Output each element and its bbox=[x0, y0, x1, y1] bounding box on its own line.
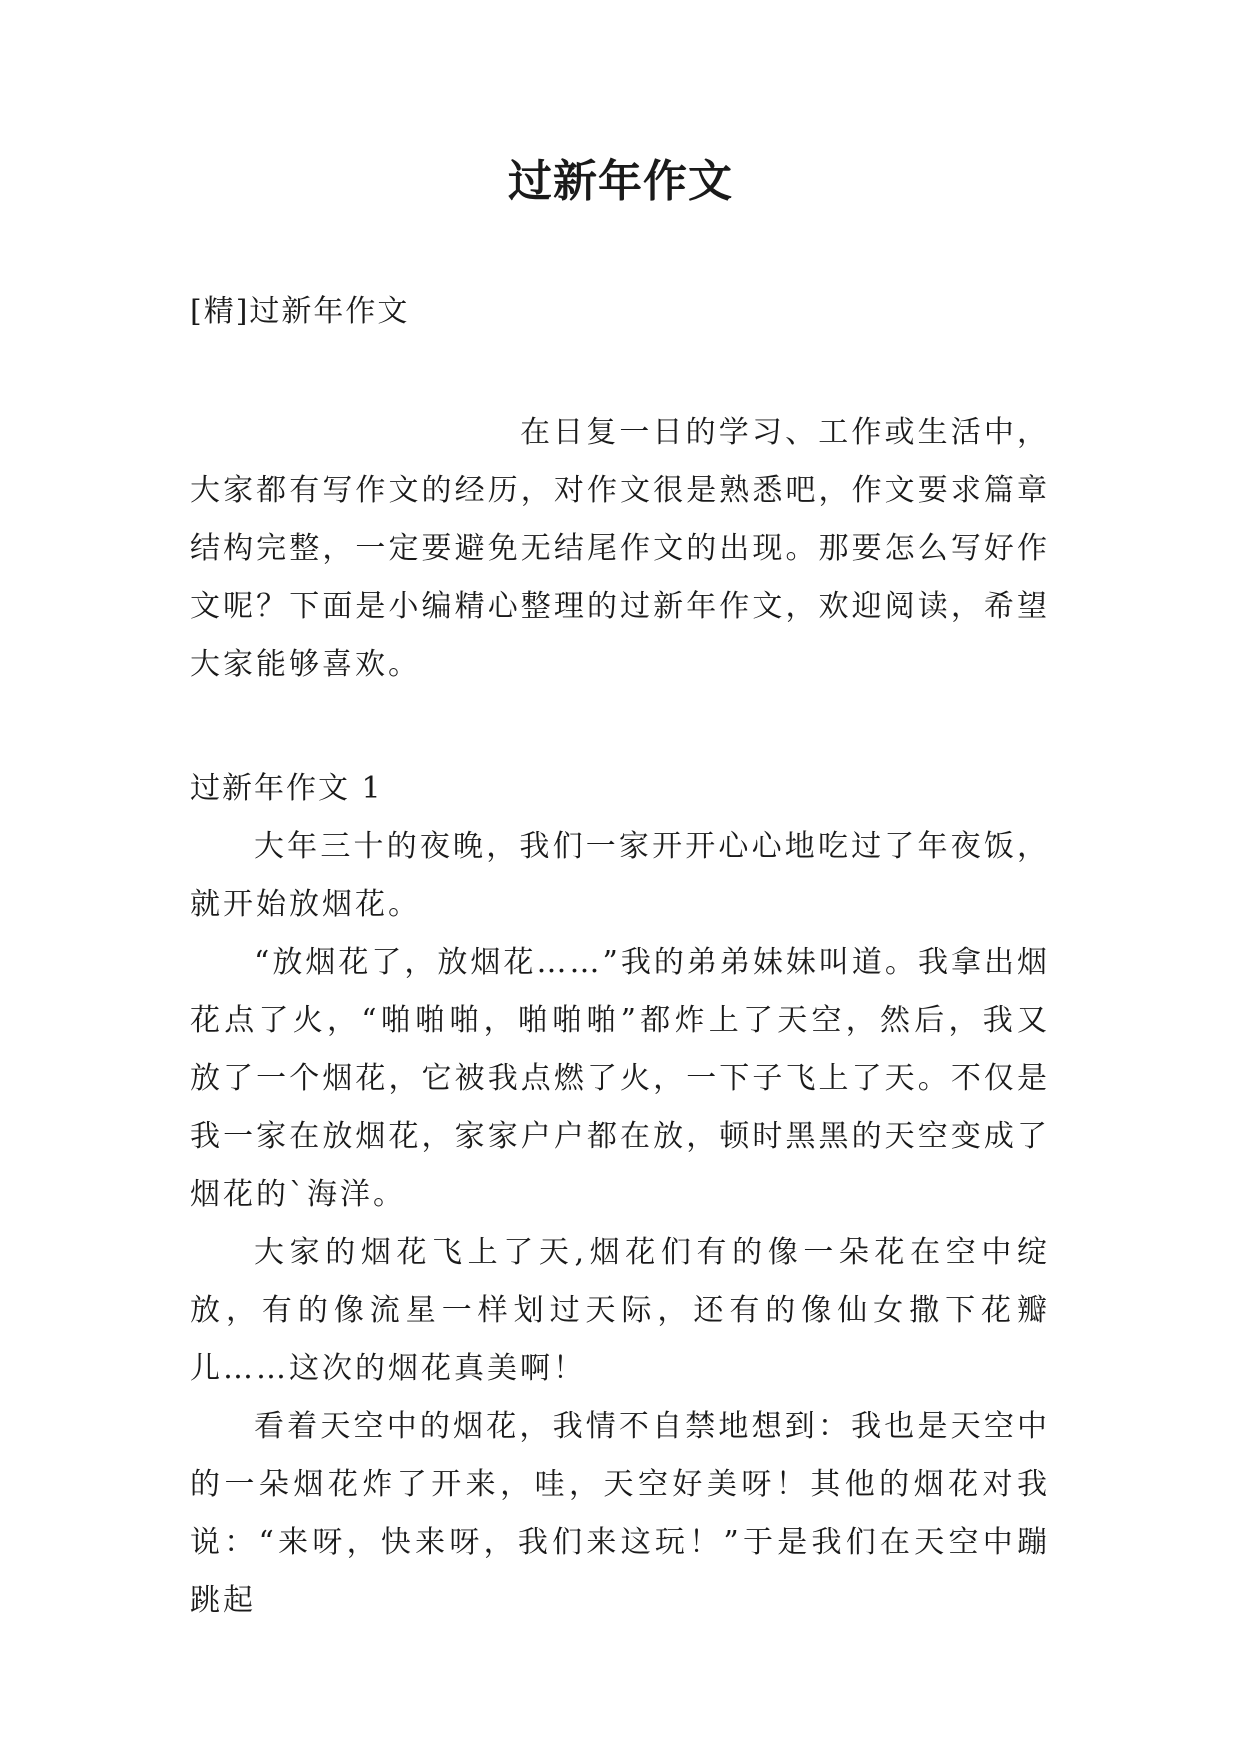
essay-paragraph-4: 看着天空中的烟花，我情不自禁地想到：我也是天空中的一朵烟花炸了开来，哇，天空好美呀！其他的烟花对我说：“来呀，快来呀，我们来这玩！”于是我们在天空中蹦跳起 bbox=[190, 1409, 1050, 1618]
essay-paragraph-2: “放烟花了，放烟花……”我的弟弟妹妹叫道。我拿出烟花点了火，“啪啪啪，啪啪啪”都炸上了天空，然后，我又放了一个烟花，它被我点燃了火，一下子飞上了天。不仅是我一家在放烟花，家家户户都在放，顿时黑黑的天空变成了烟花的`海洋。 bbox=[190, 945, 1050, 1212]
essay-paragraph-3: 大家的烟花飞上了天,烟花们有的像一朵花在空中绽放，有的像流星一样划过天际，还有的像仙女撒下花瓣儿……这次的烟花真美啊！ bbox=[190, 1235, 1050, 1386]
essay-heading: 过新年作文 1 bbox=[190, 771, 383, 806]
document-title: 过新年作文 bbox=[508, 156, 733, 207]
essay-paragraph-1: 大年三十的夜晚，我们一家开开心心地吃过了年夜饭，就开始放烟花。 bbox=[190, 829, 1050, 922]
essay-section-1 bbox=[190, 760, 1050, 1630]
document-subtitle: [精]过新年作文 bbox=[190, 294, 410, 329]
intro-paragraph: 在日复一日的学习、工作或生活中，大家都有写作文的经历，对作文很是熟悉吧，作文要求篇章结构完整，一定要避免无结尾作文的出现。那要怎么写好作文呢？下面是小编精心整理的过新年作文，欢迎阅读，希望大家能够喜欢。 bbox=[190, 415, 1050, 682]
